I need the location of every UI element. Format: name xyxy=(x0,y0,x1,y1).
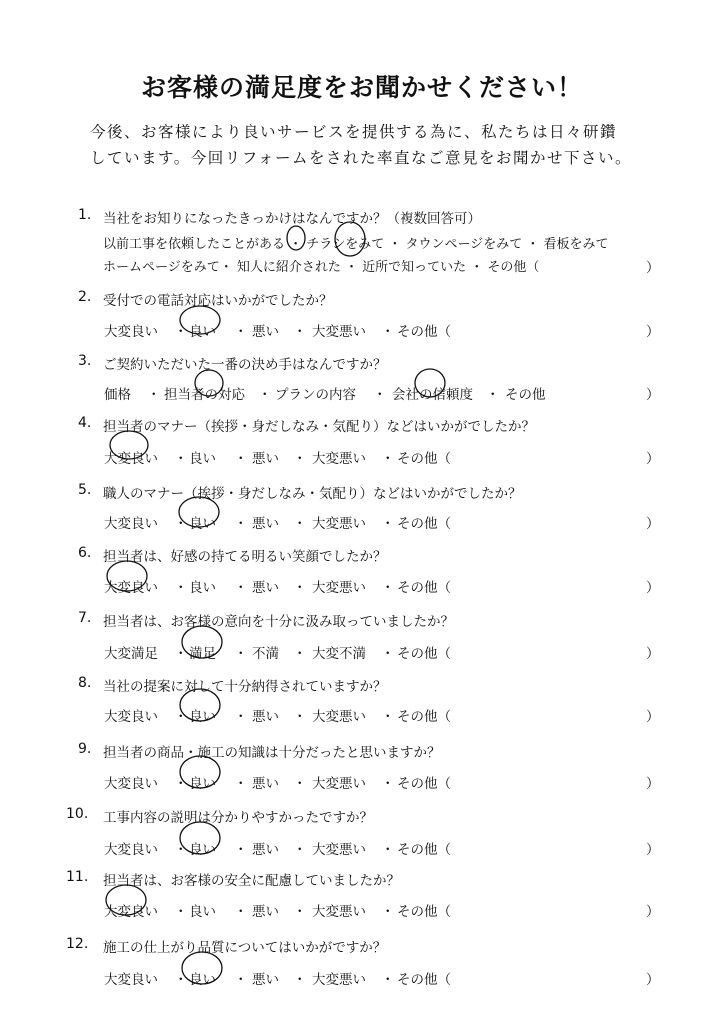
question-text: ご契約いただいた一番の決め手はなんですか？ xyxy=(103,357,387,373)
answer-option: 良い xyxy=(189,324,216,340)
question-number: 7. xyxy=(78,610,92,626)
answer-option: 不満 xyxy=(252,646,279,662)
answer-option: 良い xyxy=(189,451,216,467)
answer-option: プランの内容 xyxy=(275,387,356,403)
close-paren: ） xyxy=(646,580,660,596)
answer-option: 大変良い xyxy=(104,580,158,596)
answer-option: その他（ xyxy=(397,580,451,596)
question-number: 4. xyxy=(78,415,92,431)
answer-option: 良い xyxy=(189,904,216,920)
separator-dot: ・ xyxy=(234,324,248,340)
separator-dot: ・ xyxy=(293,904,307,920)
question-number: 1. xyxy=(78,207,92,223)
separator-dot: ・ xyxy=(234,842,248,858)
question-number: 9. xyxy=(78,741,92,757)
answer-option: 大変良い xyxy=(104,709,158,725)
answer-option: 大変悪い xyxy=(312,972,366,988)
close-paren: ） xyxy=(646,776,660,792)
answer-option: その他（ xyxy=(397,842,451,858)
close-paren: ） xyxy=(646,260,660,276)
close-paren: ） xyxy=(646,387,660,403)
question-number: 10. xyxy=(66,806,89,822)
separator-dot: ・ xyxy=(293,516,307,532)
question-text: 工事内容の説明は分かりやすかったですか？ xyxy=(103,810,373,826)
answer-option: その他（ xyxy=(397,709,451,725)
separator-dot: ・ xyxy=(234,646,248,662)
separator-dot: ・ xyxy=(174,516,188,532)
answer-option: 大変悪い xyxy=(312,451,366,467)
question-text: 担当者は、お客様の安全に配慮していましたか？ xyxy=(103,873,400,889)
separator-dot: ・ xyxy=(381,709,395,725)
answer-option: 良い xyxy=(189,516,216,532)
separator-dot: ・ xyxy=(174,451,188,467)
answer-option: 大変良い xyxy=(104,451,158,467)
question-text: 担当者のマナー（挨拶・身だしなみ・気配り）などはいかがでしたか？ xyxy=(103,419,535,435)
answer-option: 悪い xyxy=(252,516,279,532)
close-paren: ） xyxy=(646,904,660,920)
answer-option: 悪い xyxy=(252,709,279,725)
separator-dot: ・ xyxy=(293,646,307,662)
answer-option: その他（ xyxy=(397,324,451,340)
answer-option: 大変良い xyxy=(104,776,158,792)
question-text: 当社をお知りになったきっかけはなんですか？（複数回答可） xyxy=(103,211,481,227)
separator-dot: ・ xyxy=(174,580,188,596)
separator-dot: ・ xyxy=(174,324,188,340)
separator-dot: ・ xyxy=(234,451,248,467)
answer-option: 悪い xyxy=(252,451,279,467)
separator-dot: ・ xyxy=(174,776,188,792)
separator-dot: ・ xyxy=(174,904,188,920)
question-1-options-line-2: ホームページをみて・ 知人に紹介された ・ 近所で知っていた ・ その他（ xyxy=(103,260,540,275)
separator-dot: ・ xyxy=(174,709,188,725)
answer-option: 悪い xyxy=(252,580,279,596)
close-paren: ） xyxy=(646,451,660,467)
separator-dot: ・ xyxy=(293,324,307,340)
survey-title: お客様の満足度をお聞かせください！ xyxy=(140,73,583,102)
answer-option: 大変良い xyxy=(104,842,158,858)
answer-option: 大変悪い xyxy=(312,580,366,596)
separator-dot: ・ xyxy=(234,972,248,988)
separator-dot: ・ xyxy=(234,904,248,920)
separator-dot: ・ xyxy=(293,776,307,792)
separator-dot: ・ xyxy=(381,776,395,792)
question-text: 施工の仕上がり品質についてはいかがですか？ xyxy=(103,940,387,956)
close-paren: ） xyxy=(646,709,660,725)
answer-option: 大変悪い xyxy=(312,324,366,340)
answer-option: 良い xyxy=(189,842,216,858)
answer-option: 良い xyxy=(189,972,216,988)
question-number: 11. xyxy=(66,869,89,885)
question-number: 12. xyxy=(66,936,89,952)
separator-dot: ・ xyxy=(293,972,307,988)
intro-line-2: しています。今回リフォームをされた率直なご意見をお聞かせ下さい。 xyxy=(90,149,632,167)
separator-dot: ・ xyxy=(381,516,395,532)
separator-dot: ・ xyxy=(293,709,307,725)
answer-option: 満足 xyxy=(189,646,216,662)
answer-option: その他（ xyxy=(397,646,451,662)
answer-option: 悪い xyxy=(252,972,279,988)
separator-dot: ・ xyxy=(381,580,395,596)
answer-option: 担当者の対応 xyxy=(164,387,245,403)
separator-dot: ・ xyxy=(293,580,307,596)
close-paren: ） xyxy=(646,516,660,532)
answer-option: 大変悪い xyxy=(312,776,366,792)
answer-option: その他（ xyxy=(397,516,451,532)
question-1-options-line-1: 以前工事を依頼したことがある ・ チラシをみて ・ タウンページをみて ・ 看板をみて xyxy=(103,237,609,252)
answer-option: 良い xyxy=(189,776,216,792)
answer-option: 大変悪い xyxy=(312,904,366,920)
separator-dot: ・ xyxy=(174,646,188,662)
separator-dot: ・ xyxy=(293,451,307,467)
answer-option: 大変良い xyxy=(104,324,158,340)
answer-option: 良い xyxy=(189,580,216,596)
separator-dot: ・ xyxy=(381,972,395,988)
question-text: 当社の提案に対して十分納得されていますか？ xyxy=(103,679,387,695)
intro-line-1: 今後、お客様により良いサービスを提供する為に、私たちは日々研鑽 xyxy=(90,123,618,141)
separator-dot: ・ xyxy=(258,387,272,403)
question-number: 8. xyxy=(78,675,92,691)
answer-option: 大変不満 xyxy=(312,646,366,662)
answer-option: 大変悪い xyxy=(312,516,366,532)
separator-dot: ・ xyxy=(381,324,395,340)
answer-option: 大変満足 xyxy=(104,646,158,662)
separator-dot: ・ xyxy=(234,580,248,596)
answer-option: その他（ xyxy=(397,904,451,920)
answer-option: 悪い xyxy=(252,842,279,858)
answer-option: その他（ xyxy=(397,776,451,792)
question-text: 担当者は、お客様の意向を十分に汲み取っていましたか？ xyxy=(103,614,454,630)
question-number: 2. xyxy=(78,289,92,305)
question-text: 職人のマナー（挨拶・身だしなみ・気配り）などはいかがでしたか？ xyxy=(103,486,522,502)
separator-dot: ・ xyxy=(234,516,248,532)
separator-dot: ・ xyxy=(381,451,395,467)
answer-option: 悪い xyxy=(252,324,279,340)
separator-dot: ・ xyxy=(373,387,387,403)
answer-option: その他（ xyxy=(397,451,451,467)
answer-option: 良い xyxy=(189,709,216,725)
close-paren: ） xyxy=(646,972,660,988)
close-paren: ） xyxy=(646,646,660,662)
separator-dot: ・ xyxy=(174,842,188,858)
separator-dot: ・ xyxy=(234,709,248,725)
question-text: 受付での電話対応はいかがでしたか？ xyxy=(103,293,333,309)
separator-dot: ・ xyxy=(147,387,161,403)
question-text: 担当者の商品・施工の知識は十分だったと思いますか？ xyxy=(103,745,441,761)
answer-option: 大変良い xyxy=(104,904,158,920)
separator-dot: ・ xyxy=(234,776,248,792)
answer-option: その他（ xyxy=(397,972,451,988)
answer-option: 大変良い xyxy=(104,516,158,532)
separator-dot: ・ xyxy=(486,387,500,403)
answer-option: 悪い xyxy=(252,904,279,920)
separator-dot: ・ xyxy=(293,842,307,858)
separator-dot: ・ xyxy=(381,646,395,662)
separator-dot: ・ xyxy=(174,972,188,988)
separator-dot: ・ xyxy=(381,842,395,858)
question-number: 5. xyxy=(78,482,92,498)
answer-option: 悪い xyxy=(252,776,279,792)
close-paren: ） xyxy=(646,842,660,858)
answer-option: 会社の信頼度 xyxy=(392,387,473,403)
answer-option: 大変良い xyxy=(104,972,158,988)
answer-option: その他 xyxy=(505,387,546,403)
question-text: 担当者は、好感の持てる明るい笑顔でしたか？ xyxy=(103,549,387,565)
answer-option: 価格 xyxy=(104,387,131,403)
question-number: 6. xyxy=(78,545,92,561)
answer-option: 大変悪い xyxy=(312,709,366,725)
close-paren: ） xyxy=(646,324,660,340)
answer-option: 大変悪い xyxy=(312,842,366,858)
separator-dot: ・ xyxy=(381,904,395,920)
question-number: 3. xyxy=(78,353,92,369)
